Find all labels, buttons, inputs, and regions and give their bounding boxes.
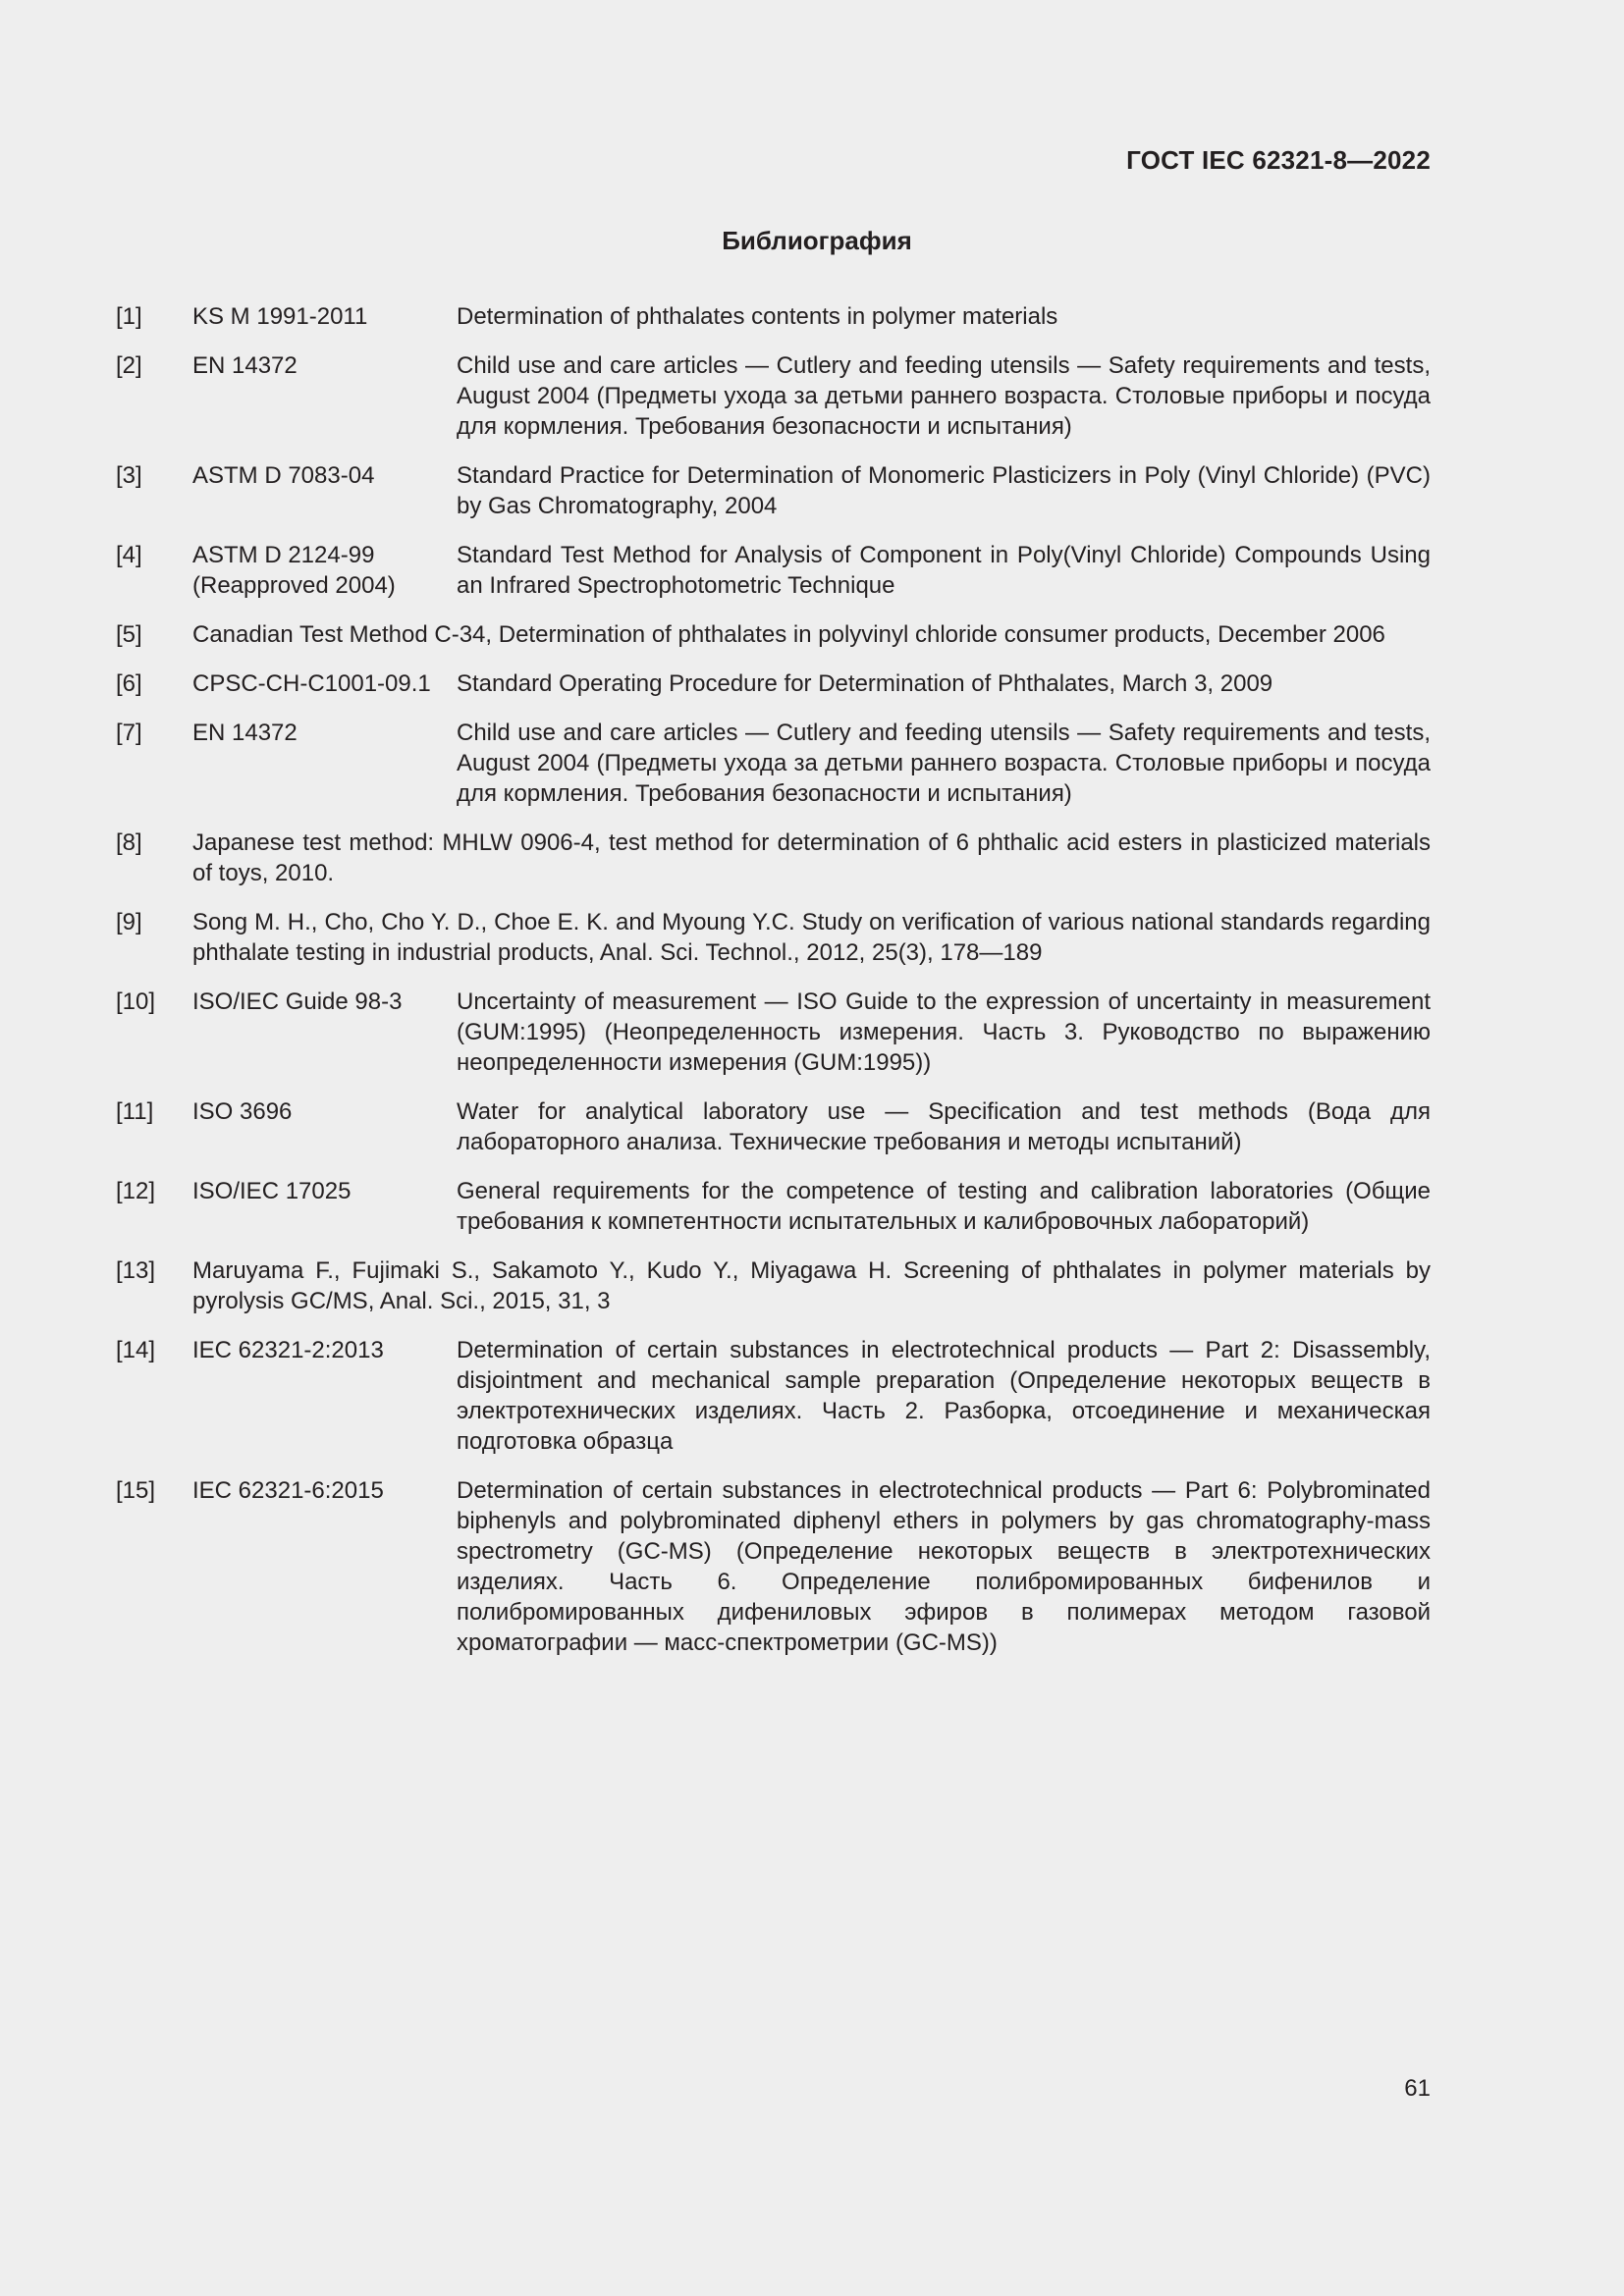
bibliography-entry — [116, 1475, 1431, 1658]
entry-title: Determination of phthalates contents in polymer materials — [457, 303, 1058, 330]
bibliography-list — [116, 301, 1431, 1677]
entry-number: [13] — [116, 1257, 156, 1284]
entry-title: Standard Test Method for Analysis of Component in Poly(Vinyl Chloride) Compounds Using an Infrared Spectrophotometric Technique — [457, 542, 1431, 599]
entry-standard-code: EN 14372 — [192, 720, 298, 746]
entry-standard-code: KS M 1991-2011 — [192, 303, 368, 330]
page-number: 61 — [1404, 2075, 1431, 2102]
entry-number: [6] — [116, 670, 142, 697]
entry-title: Standard Operating Procedure for Determination of Phthalates, March 3, 2009 — [457, 670, 1273, 697]
entry-standard-code: IEC 62321-6:2015 — [192, 1477, 384, 1504]
entry-standard-code-line: ASTM D 2124-99 — [192, 542, 375, 568]
bibliography-entry — [116, 619, 1431, 650]
bibliography-entry — [116, 668, 1431, 699]
bibliography-entry — [116, 718, 1431, 809]
entry-number: [3] — [116, 462, 142, 489]
entry-standard-code: CPSC-CH-C1001-09.1 — [192, 670, 431, 697]
entry-number: [2] — [116, 352, 142, 379]
document-code: ГОСТ IEC 62321-8—2022 — [1126, 145, 1431, 175]
bibliography-entry — [116, 350, 1431, 442]
bibliography-entry — [116, 1096, 1431, 1157]
entry-standard-code — [192, 540, 457, 601]
bibliography-entry — [116, 828, 1431, 888]
bibliography-entry — [116, 1335, 1431, 1457]
bibliography-entry — [116, 987, 1431, 1078]
entry-number: [7] — [116, 720, 142, 746]
bibliography-entry — [116, 540, 1431, 601]
entry-number: [10] — [116, 988, 156, 1015]
entry-number: [12] — [116, 1178, 156, 1204]
entry-title: Uncertainty of measurement — ISO Guide to the expression of uncertainty in measurement (GUM:1995) (Неопределенность измерения. Часть 3. Руководство по выражению неопределенности измерения (GUM:1995)) — [457, 988, 1431, 1076]
bibliography-entry — [116, 907, 1431, 968]
entry-number: [1] — [116, 303, 142, 330]
entry-full-text: Japanese test method: MHLW 0906-4, test method for determination of 6 phthalic acid esters in plasticized materials of toys, 2010. — [192, 829, 1431, 886]
bibliography-entry — [116, 301, 1431, 332]
entry-standard-code: ISO 3696 — [192, 1098, 293, 1125]
entry-number: [8] — [116, 829, 142, 856]
entry-number: [15] — [116, 1477, 156, 1504]
entry-number: [5] — [116, 621, 142, 648]
entry-number: [14] — [116, 1337, 156, 1363]
entry-title: Water for analytical laboratory use — Specification and test methods (Вода для лабораторного анализа. Технические требования и методы испытаний) — [457, 1098, 1431, 1155]
section-title: Библиография — [722, 226, 912, 255]
entry-number: [9] — [116, 909, 142, 935]
entry-title: Child use and care articles — Cutlery and feeding utensils — Safety requirements and tests, August 2004 (Предметы ухода за детьми раннего возраста. Столовые приборы и посуда для кормления. Требования безопасности и испытания) — [457, 720, 1431, 807]
entry-standard-code: ISO/IEC Guide 98-3 — [192, 988, 403, 1015]
entry-number: [11] — [116, 1098, 154, 1125]
entry-title: Determination of certain substances in electrotechnical products — Part 6: Polybrominated biphenyls and polybrominated diphenyl ethers in polymers by gas chromatography-mass spectrometry (GC-MS) (Определение некоторых веществ в электротехнических изделиях. Часть 6. Определение полибромированных бифенилов и полибромированных дифениловых эфиров в полимерах методом газовой хроматографии — масс-спектрометрии (GC-MS)) — [457, 1477, 1431, 1656]
entry-full-text: Canadian Test Method C-34, Determination of phthalates in polyvinyl chloride consumer products, December 2006 — [192, 621, 1385, 648]
bibliography-entry — [116, 1176, 1431, 1237]
bibliography-entry — [116, 460, 1431, 521]
entry-full-text: Song M. H., Cho, Cho Y. D., Choe E. K. and Myoung Y.C. Study on verification of various national standards regarding phthalate testing in industrial products, Anal. Sci. Technol., 2012, 25(3), 178—189 — [192, 909, 1431, 966]
bibliography-entry — [116, 1255, 1431, 1316]
entry-standard-code: ISO/IEC 17025 — [192, 1178, 352, 1204]
entry-title: Child use and care articles — Cutlery and feeding utensils — Safety requirements and tests, August 2004 (Предметы ухода за детьми раннего возраста. Столовые приборы и посуда для кормления. Требования безопасности и испытания) — [457, 352, 1431, 440]
entry-standard-code-line: (Reapproved 2004) — [192, 572, 396, 599]
entry-full-text: Maruyama F., Fujimaki S., Sakamoto Y., Kudo Y., Miyagawa H. Screening of phthalates in polymer materials by pyrolysis GC/MS, Anal. Sci., 2015, 31, 3 — [192, 1257, 1431, 1314]
entry-number: [4] — [116, 542, 142, 568]
entry-title: Standard Practice for Determination of Monomeric Plasticizers in Poly (Vinyl Chloride) (PVC) by Gas Chromatography, 2004 — [457, 462, 1431, 519]
entry-title: Determination of certain substances in electrotechnical products — Part 2: Disassembly, disjointment and mechanical sample preparation (Определение некоторых веществ в электротехнических изделиях. Часть 2. Разборка, отсоединение и механическая подготовка образца — [457, 1337, 1431, 1455]
entry-title: General requirements for the competence of testing and calibration laboratories (Общие требования к компетентности испытательных и калибровочных лабораторий) — [457, 1178, 1431, 1235]
entry-standard-code: ASTM D 7083-04 — [192, 462, 375, 489]
entry-standard-code: EN 14372 — [192, 352, 298, 379]
entry-standard-code: IEC 62321-2:2013 — [192, 1337, 384, 1363]
